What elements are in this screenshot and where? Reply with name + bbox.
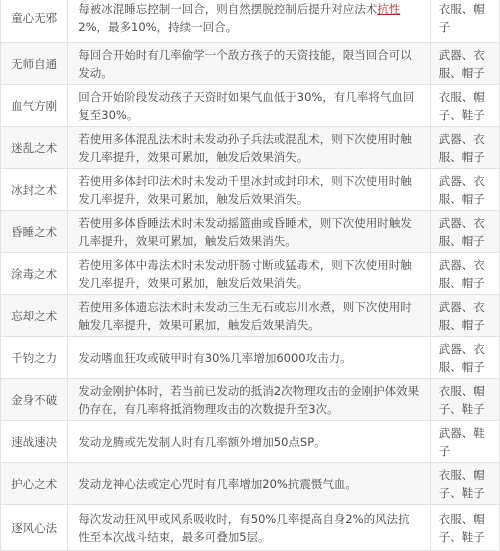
equipment-slots: 武器、衣服、帽子 <box>430 253 499 295</box>
skill-name: 金身不破 <box>1 379 68 421</box>
skill-description: 回合开始阶段发动孩子天资时如果气血低于30%，有几率将气血回复至30%。 <box>68 85 430 127</box>
skill-description: 若使用多体昏睡法术时未发动摇篮曲或昏睡术，则下次使用时触发几率提升，效果可累加，触发后效果消失。 <box>68 211 430 253</box>
equipment-slots: 武器、衣服、帽子 <box>430 211 499 253</box>
skill-name: 速战速决 <box>1 421 68 463</box>
skill-name: 逐风心法 <box>1 505 68 551</box>
table-row <box>1 253 500 295</box>
skill-name: 护心之术 <box>1 463 68 505</box>
table-row <box>1 505 500 551</box>
skill-table-body <box>1 0 500 551</box>
skill-description: 若使用多体封印法术时未发动千里冰封或封印术，则下次使用时触发几率提升，效果可累加，触发后效果消失。 <box>68 169 430 211</box>
table-row <box>1 43 500 85</box>
equipment-slots: 武器、衣服、帽子 <box>430 127 499 169</box>
table-row <box>1 463 500 505</box>
skill-description: 若使用多体混乱法术时未发动孙子兵法或混乱术，则下次使用时触发几率提升，效果可累加，触发后效果消失。 <box>68 127 430 169</box>
table-row <box>1 379 500 421</box>
equipment-slots: 武器、衣服、帽子 <box>430 337 499 379</box>
equipment-slots: 武器、衣服、帽子 <box>430 169 499 211</box>
skill-name: 忘却之术 <box>1 295 68 337</box>
skill-description: 若使用多体遗忘法术时未发动三生无石或忘川水煮，则下次使用时触发几率提升，效果可累加，触发后效果消失。 <box>68 295 430 337</box>
skill-description: 发动金刚护体时，若当前已发动的抵消2次物理攻击的金刚护体效果仍存在，有几率将抵消物理攻击的次数提升至3次。 <box>68 379 430 421</box>
skill-description: 发动嗜血狂攻或破甲时有30%几率增加6000攻击力。 <box>68 337 430 379</box>
table-row <box>1 337 500 379</box>
equipment-slots: 衣服、帽子 <box>430 0 499 43</box>
table-row <box>1 421 500 463</box>
equipment-slots: 武器、衣服、帽子 <box>430 43 499 85</box>
equipment-slots: 衣服、帽子、鞋子 <box>430 505 499 551</box>
skill-description: 发动龙腾或先发制人时有几率额外增加50点SP。 <box>68 421 430 463</box>
skill-name: 无师自通 <box>1 43 68 85</box>
skill-name: 涂毒之术 <box>1 253 68 295</box>
skill-description: 若使用多体中毒法术时未发动肝肠寸断或猛毒术，则下次使用时触发几率提升，效果可累加，触发后效果消失。 <box>68 253 430 295</box>
equipment-slots: 衣服、帽子、鞋子 <box>430 85 499 127</box>
table-row <box>1 211 500 253</box>
skill-name: 冰封之术 <box>1 169 68 211</box>
skill-name: 童心无邪 <box>1 0 68 43</box>
skill-description: 每回合开始时有几率偷学一个敌方孩子的天资技能，限当回合可以发动。 <box>68 43 430 85</box>
skill-name: 昏睡之术 <box>1 211 68 253</box>
equipment-slots: 武器、鞋子 <box>430 421 499 463</box>
table-row <box>1 127 500 169</box>
equipment-slots: 衣服、帽子、鞋子 <box>430 379 499 421</box>
skill-description: 发动龙神心法或定心咒时有几率增加20%抗震慑气血。 <box>68 463 430 505</box>
table-row <box>1 85 500 127</box>
skill-description: 每次发动狂风甲或风系吸收时，有50%几率提高自身2%的风法抗性至本次战斗结束，最多可叠加5层。 <box>68 505 430 551</box>
equipment-slots: 衣服、帽子、鞋子 <box>430 463 499 505</box>
skill-description <box>68 0 430 43</box>
table-row <box>1 295 500 337</box>
resistance-link[interactable]: 抗性 <box>377 1 401 16</box>
equipment-slots: 武器、衣服、帽子 <box>430 295 499 337</box>
description-text-pre: 每被冰混睡忘控制一回合，则自然摆脱控制后提升对应法术 <box>78 1 378 16</box>
description-text-post: 2%，最多10%，持续一回合。 <box>78 19 238 34</box>
table-row <box>1 0 500 43</box>
skill-name: 血气方刚 <box>1 85 68 127</box>
skill-name: 千钧之力 <box>1 337 68 379</box>
table-row <box>1 169 500 211</box>
skill-name: 迷乱之术 <box>1 127 68 169</box>
